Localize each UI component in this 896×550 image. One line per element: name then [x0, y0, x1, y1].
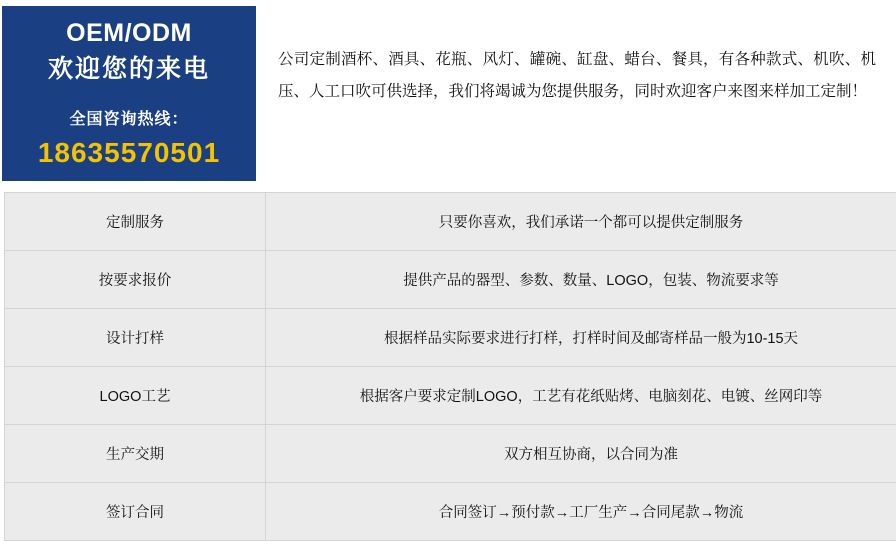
- table-row: [5, 193, 896, 251]
- process-table-wrapper: [4, 192, 892, 541]
- oem-banner: [2, 6, 256, 181]
- banner-oem-title: OEM/ODM: [66, 19, 192, 47]
- table-row: [5, 251, 896, 309]
- process-label: 按要求报价: [5, 251, 266, 309]
- process-label: 签订合同: [5, 483, 266, 541]
- banner-welcome-text: 欢迎您的来电: [47, 55, 210, 83]
- intro-section: [256, 0, 896, 182]
- table-row: [5, 309, 896, 367]
- table-row: [5, 367, 896, 425]
- process-description: 根据客户要求定制LOGO，工艺有花纸贴烤、电脑刻花、电镀、丝网印等: [266, 367, 896, 425]
- page-header: [0, 0, 896, 182]
- process-description: 合同签订→预付款→工厂生产→合同尾款→物流: [266, 483, 896, 541]
- banner-hotline-label: 全国咨询热线：: [69, 111, 189, 128]
- process-label: LOGO工艺: [5, 367, 266, 425]
- process-description: 双方相互协商，以合同为准: [266, 425, 896, 483]
- banner-phone-number: 18635570501: [37, 137, 221, 168]
- process-description: 提供产品的器型、参数、数量、LOGO，包装、物流要求等: [266, 251, 896, 309]
- table-row: [5, 483, 896, 541]
- process-table: [4, 192, 896, 541]
- process-label: 生产交期: [5, 425, 266, 483]
- process-label: 设计打样: [5, 309, 266, 367]
- intro-paragraph: 公司定制酒杯、酒具、花瓶、风灯、罐碗、缸盘、蜡台、餐具，有各种款式、机吹、机压、人工口吹可供选择，我们将竭诚为您提供服务，同时欢迎客户来图来样加工定制！: [278, 51, 876, 100]
- table-row: [5, 425, 896, 483]
- process-label: 定制服务: [5, 193, 266, 251]
- process-description: 只要你喜欢，我们承诺一个都可以提供定制服务: [266, 193, 896, 251]
- process-description: 根据样品实际要求进行打样，打样时间及邮寄样品一般为10-15天: [266, 309, 896, 367]
